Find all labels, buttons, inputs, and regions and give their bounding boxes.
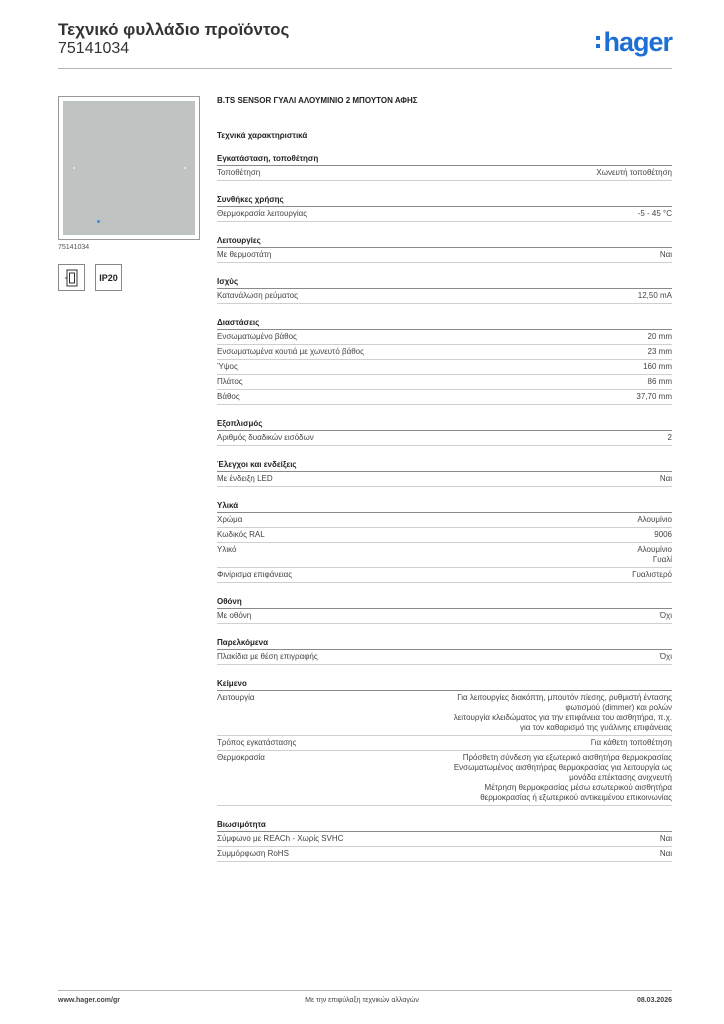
spec-value-line: 2	[667, 433, 672, 442]
spec-label: Φινίρισμα επιφάνειας	[217, 570, 293, 579]
spec-row	[217, 390, 672, 405]
spec-section	[217, 596, 672, 624]
spec-value	[660, 611, 672, 621]
spec-section	[217, 459, 672, 487]
footer-date: 08.03.2026	[636, 997, 672, 1004]
spec-value	[660, 474, 672, 484]
spec-value	[660, 849, 672, 859]
spec-value-line: Ναι	[659, 849, 672, 858]
header-divider	[58, 68, 672, 69]
spec-row	[217, 736, 672, 751]
flush-mount-icon	[58, 264, 85, 291]
sensor-glass-panel	[63, 101, 195, 235]
spec-value-line: για τον καθαρισμό της γυάλινης επιφάνειας	[520, 723, 672, 732]
spec-value	[636, 392, 672, 402]
led-indicator	[97, 220, 100, 223]
spec-row	[217, 248, 672, 263]
spec-value-line: Πρόσθετη σύνδεση για εξωτερικό αισθητήρα θερμοκρασίας	[462, 753, 672, 762]
spec-value-line: 20 mm	[647, 332, 672, 341]
spec-row	[217, 543, 672, 568]
section-heading: Οθόνη	[217, 596, 672, 609]
spec-value	[660, 652, 672, 662]
spec-content	[217, 96, 672, 862]
spec-label: Θερμοκρασία λειτουργίας	[217, 209, 308, 218]
product-image	[58, 96, 200, 240]
spec-value-line: Ενσωματωμένος αισθητήρας θερμοκρασίας για λειτουργία ως	[453, 763, 672, 772]
spec-label: Ενσωματωμένο βάθος	[217, 332, 297, 341]
spec-value	[637, 545, 672, 565]
spec-section	[217, 317, 672, 405]
spec-section	[217, 637, 672, 665]
spec-value	[596, 168, 672, 178]
spec-section	[217, 153, 672, 181]
spec-row	[217, 166, 672, 181]
spec-label: Ενσωματωμένα κουτιά με χωνευτό βάθος	[217, 347, 364, 356]
spec-value	[648, 377, 672, 387]
spec-value	[648, 347, 672, 357]
section-heading: Εξοπλισμός	[217, 418, 672, 431]
spec-label: Με θερμοστάτη	[217, 250, 272, 259]
section-heading: Ισχύς	[217, 276, 672, 289]
spec-row	[217, 207, 672, 222]
spec-row	[217, 751, 672, 806]
spec-value	[454, 693, 672, 733]
section-heading: Βιωσιμότητα	[217, 819, 672, 832]
image-product-code: 75141034	[58, 244, 90, 251]
section-heading: Διαστάσεις	[217, 317, 672, 330]
spec-value-line: Για λειτουργίες διακόπτη, μπουτόν πίεσης, ρυθμιστή έντασης	[457, 693, 672, 702]
spec-value	[632, 570, 672, 580]
spec-row	[217, 650, 672, 665]
spec-row	[217, 691, 672, 736]
spec-label: Υλικό	[217, 545, 237, 554]
spec-value-line: Όχι	[659, 652, 672, 661]
section-heading: Κείμενο	[217, 678, 672, 691]
spec-row	[217, 289, 672, 304]
spec-label: Με ένδειξη LED	[217, 474, 273, 483]
spec-value-line: 9006	[654, 530, 672, 539]
spec-value-line: 23 mm	[647, 347, 672, 356]
spec-label: Ύψος	[217, 362, 238, 371]
spec-value-line: λειτουργία κλειδώματος για την επιφάνεια του αισθητήρα, π.χ.	[453, 713, 672, 722]
spec-row	[217, 847, 672, 862]
spec-value-line: Ναι	[659, 834, 672, 843]
button-marker-left	[73, 167, 75, 169]
spec-section	[217, 500, 672, 583]
section-heading: Εγκατάσταση, τοποθέτηση	[217, 153, 672, 166]
section-heading: Έλεγχοι και ενδείξεις	[217, 459, 672, 472]
spec-label: Αριθμός δυαδικών εισόδων	[217, 433, 314, 442]
spec-row	[217, 375, 672, 390]
spec-section	[217, 194, 672, 222]
spec-sections	[217, 153, 672, 862]
spec-row	[217, 568, 672, 583]
technical-characteristics-title: Τεχνικά χαρακτηριστικά	[217, 131, 308, 140]
spec-value-line: Ναι	[659, 474, 672, 483]
button-marker-right	[184, 167, 186, 169]
logo-wordmark: hager	[603, 26, 672, 57]
spec-label: Σύμφωνο με REACh - Χωρίς SVHC	[217, 834, 344, 843]
section-heading: Υλικά	[217, 500, 672, 513]
product-title: B.TS SENSOR ΓΥΑΛΙ ΑΛΟΥΜΙΝΙΟ 2 ΜΠΟΥΤΟΝ ΑΦΗΣ	[217, 96, 418, 105]
hager-logo	[596, 28, 672, 56]
spec-value	[637, 515, 672, 525]
section-heading: Λειτουργίες	[217, 235, 672, 248]
spec-value	[638, 291, 672, 301]
spec-label: Τοποθέτηση	[217, 168, 261, 177]
spec-label: Τρόπος εγκατάστασης	[217, 738, 297, 747]
spec-value	[660, 834, 672, 844]
spec-value-line: φωτισμού (dimmer) και ρολών	[565, 703, 672, 712]
header-title: Τεχνικό φυλλάδιο προϊόντος	[58, 20, 290, 39]
spec-label: Θερμοκρασία	[217, 753, 265, 762]
spec-value-line: Γυαλιστερό	[632, 570, 672, 579]
spec-section	[217, 276, 672, 304]
spec-label: Κατανάλωση ρεύματος	[217, 291, 298, 300]
spec-value-line: θερμοκρασίας ή εξωτερικού αντικειμένου επικοινωνίας	[480, 793, 672, 802]
logo-dots	[596, 36, 600, 48]
spec-value-line: Όχι	[659, 611, 672, 620]
spec-value-line: 160 mm	[643, 362, 672, 371]
spec-label: Βάθος	[217, 392, 240, 401]
spec-value	[660, 250, 672, 260]
spec-value-line: Χωνευτή τοποθέτηση	[596, 168, 672, 177]
spec-section	[217, 235, 672, 263]
spec-value-line: -5 - 45 °C	[637, 209, 672, 218]
footer-notice: Με την επιφύλαξη τεχνικών αλλαγών	[305, 997, 419, 1004]
ip-rating-badge	[95, 264, 122, 291]
spec-row	[217, 345, 672, 360]
spec-row	[217, 513, 672, 528]
spec-value	[654, 530, 672, 540]
spec-value	[648, 332, 672, 342]
spec-value-line: Ναι	[659, 250, 672, 259]
spec-value	[668, 433, 672, 443]
spec-row	[217, 472, 672, 487]
spec-row	[217, 832, 672, 847]
footer-divider	[58, 990, 672, 991]
spec-row	[217, 360, 672, 375]
spec-value	[591, 738, 672, 748]
spec-section	[217, 819, 672, 862]
spec-value-line: μονάδα επέκτασης ανιχνευτή	[569, 773, 672, 782]
spec-section	[217, 678, 672, 806]
spec-value-line: Μέτρηση θερμοκρασίας μέσω εσωτερικού αισθητήρα	[484, 783, 672, 792]
spec-value	[638, 209, 672, 219]
spec-value	[643, 362, 672, 372]
spec-row	[217, 431, 672, 446]
spec-value-line: 12,50 mA	[637, 291, 672, 300]
spec-label: Πλακίδια με θέση επιγραφής	[217, 652, 318, 661]
spec-label: Λειτουργία	[217, 693, 255, 702]
ip-rating-label: IP20	[99, 272, 118, 283]
spec-label: Πλάτος	[217, 377, 243, 386]
spec-value-line: Αλουμίνιο	[637, 515, 672, 524]
spec-row	[217, 528, 672, 543]
spec-label: Κωδικός RAL	[217, 530, 265, 539]
spec-value-line: 37,70 mm	[636, 392, 672, 401]
spec-value-line: Για κάθετη τοποθέτηση	[590, 738, 672, 747]
spec-row	[217, 330, 672, 345]
section-heading: Παρελκόμενα	[217, 637, 672, 650]
spec-label: Συμμόρφωση RoHS	[217, 849, 289, 858]
spec-section	[217, 418, 672, 446]
spec-value-line: Γυαλί	[652, 555, 672, 564]
header-product-code: 75141034	[58, 40, 130, 57]
spec-label: Με οθόνη	[217, 611, 252, 620]
spec-value	[454, 753, 672, 803]
footer-website: www.hager.com/gr	[58, 997, 120, 1004]
spec-value-line: 86 mm	[647, 377, 672, 386]
spec-value-line: Αλουμίνιο	[637, 545, 672, 554]
spec-label: Χρώμα	[217, 515, 243, 524]
spec-row	[217, 609, 672, 624]
section-heading: Συνθήκες χρήσης	[217, 194, 672, 207]
